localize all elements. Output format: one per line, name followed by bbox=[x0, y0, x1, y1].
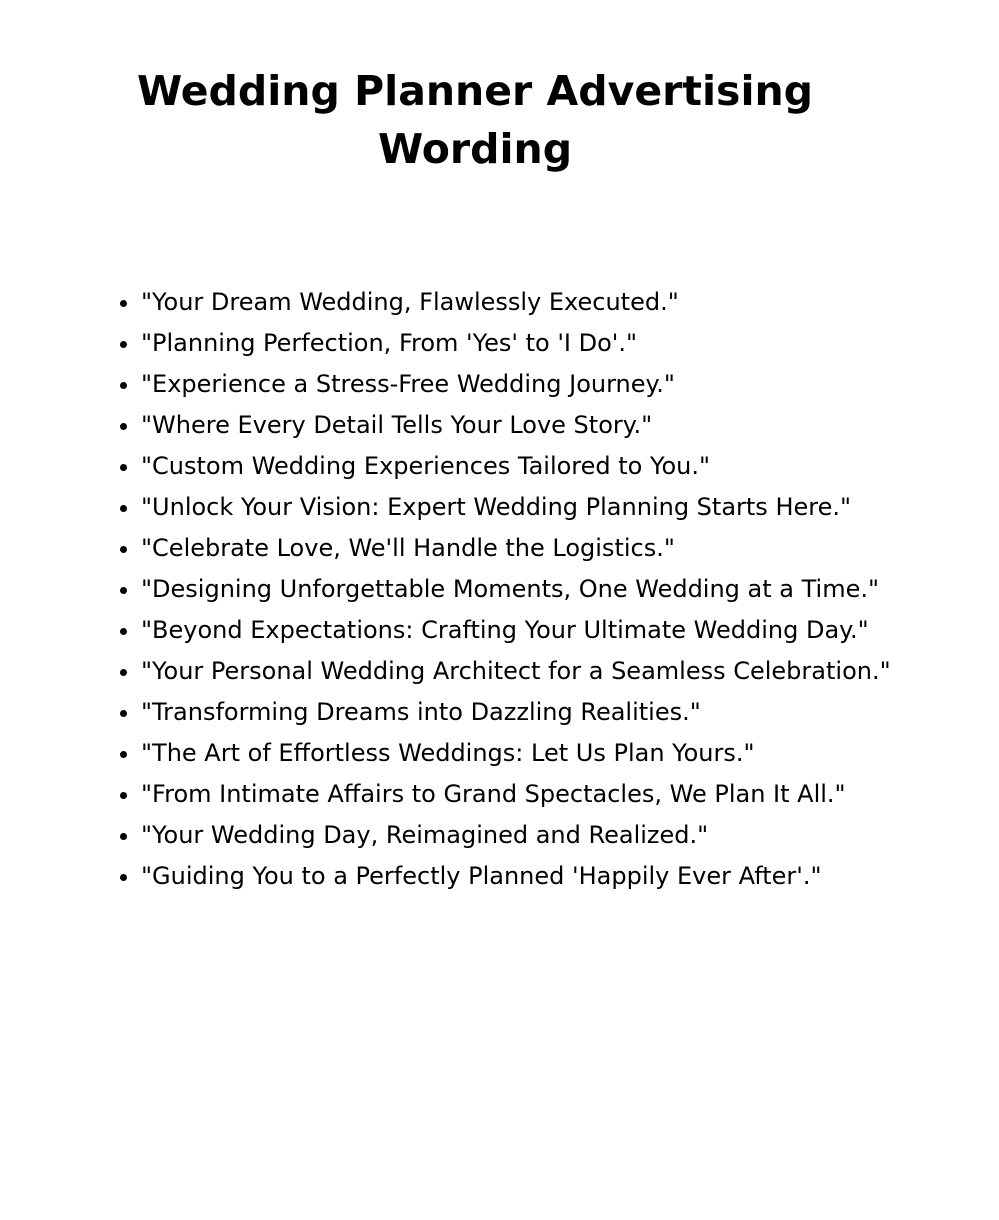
slogan-item-2: • "Planning Perfection, From 'Yes' to 'I Do'." bbox=[141, 323, 981, 364]
slogan-item-11: • "Transforming Dreams into Dazzling Realities." bbox=[141, 692, 981, 733]
slogan-item-8: • "Designing Unforgettable Moments, One Wedding at a Time." bbox=[141, 569, 981, 610]
slogan-item-13: • "From Intimate Affairs to Grand Spectacles, We Plan It All." bbox=[141, 774, 981, 815]
page-title: Wedding Planner Advertising Wording bbox=[136, 67, 814, 173]
slogan-item-7: • "Celebrate Love, We'll Handle the Logistics." bbox=[141, 528, 981, 569]
slogan-item-9: • "Beyond Expectations: Crafting Your Ultimate Wedding Day." bbox=[141, 610, 981, 651]
slogan-item-4: • "Where Every Detail Tells Your Love Story." bbox=[141, 405, 981, 446]
slogan-item-1: • "Your Dream Wedding, Flawlessly Executed." bbox=[141, 282, 981, 323]
slogan-item-15: • "Guiding You to a Perfectly Planned 'Happily Ever After'." bbox=[141, 856, 981, 897]
slogan-item-14: • "Your Wedding Day, Reimagined and Realized." bbox=[141, 815, 981, 856]
slogan-item-5: • "Custom Wedding Experiences Tailored to You." bbox=[141, 446, 981, 487]
slogan-item-6: • "Unlock Your Vision: Expert Wedding Planning Starts Here." bbox=[141, 487, 981, 528]
slogan-list bbox=[141, 282, 981, 897]
slogan-item-12: • "The Art of Effortless Weddings: Let Us Plan Yours." bbox=[141, 733, 981, 774]
slogan-item-3: • "Experience a Stress-Free Wedding Journey." bbox=[141, 364, 981, 405]
slogan-item-10: • "Your Personal Wedding Architect for a Seamless Celebration." bbox=[141, 651, 981, 692]
